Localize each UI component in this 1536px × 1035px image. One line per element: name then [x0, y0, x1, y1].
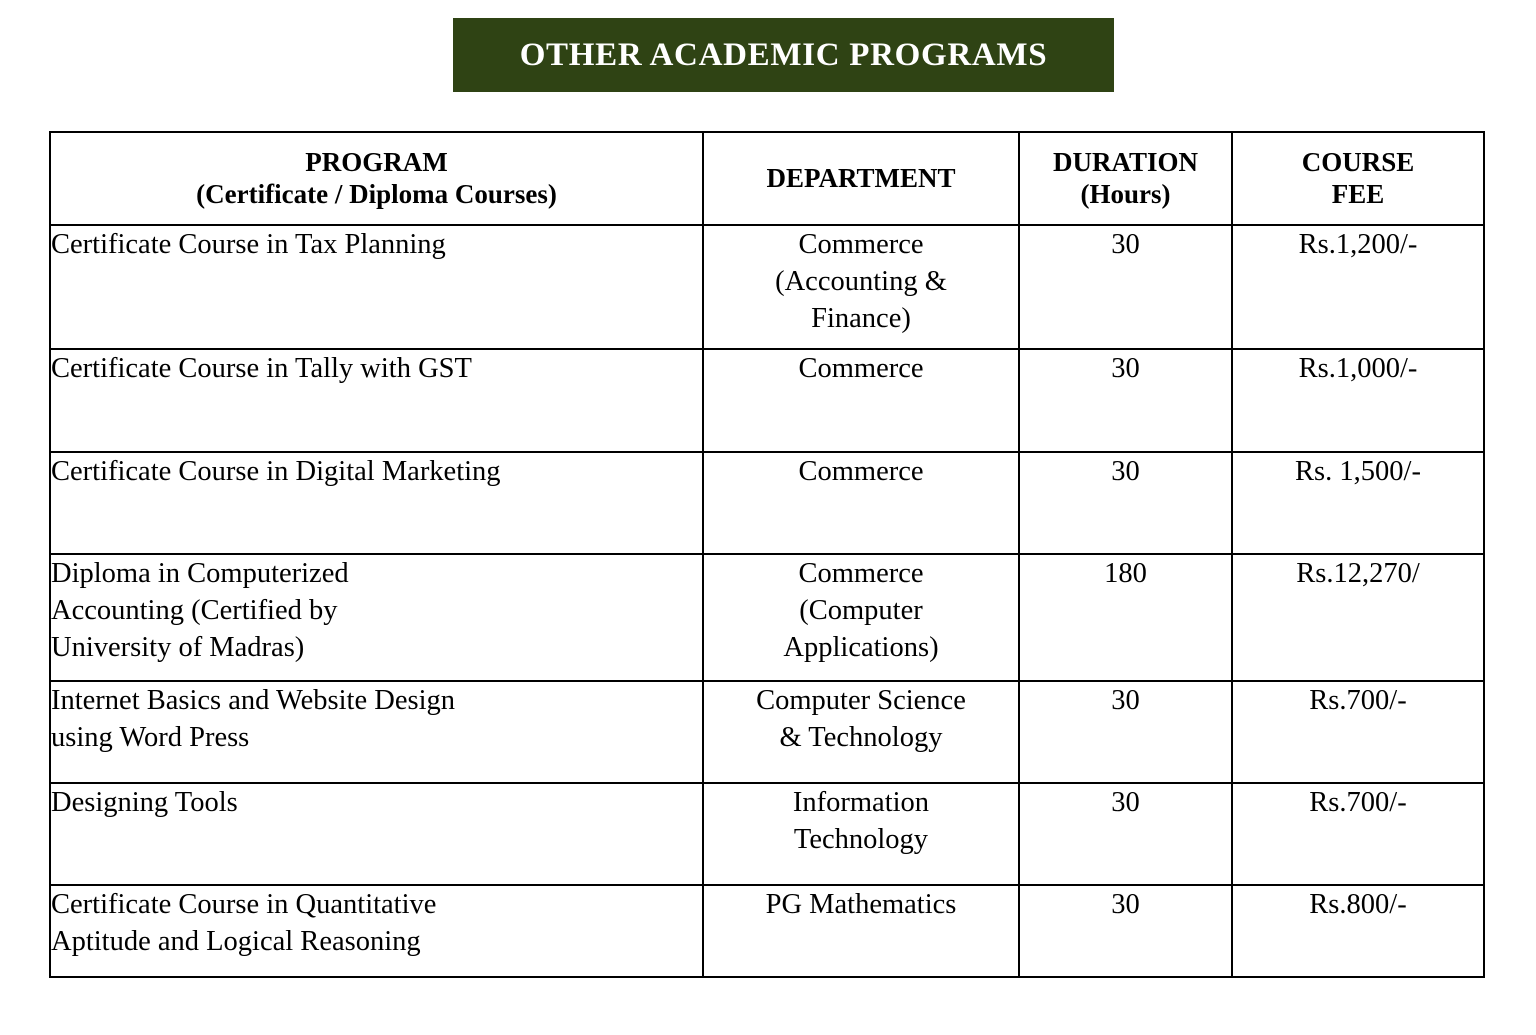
cell-course-fee: Rs.12,270/	[1232, 554, 1484, 681]
programs-table-container	[49, 131, 1483, 978]
table-row	[50, 225, 1484, 349]
column-header-duration-line2: (Hours)	[1080, 178, 1171, 209]
cell-program-line: Accounting (Certified by	[51, 595, 338, 627]
column-header-program-line2: (Certificate / Diploma Courses)	[196, 178, 557, 209]
cell-department	[703, 452, 1019, 554]
cell-department	[703, 554, 1019, 681]
cell-department	[703, 681, 1019, 783]
column-header-department-label: DEPARTMENT	[766, 162, 956, 193]
cell-program	[50, 349, 703, 452]
cell-program-line: Certificate Course in Tax Planning	[51, 229, 446, 260]
cell-department	[703, 783, 1019, 885]
cell-department-line: Applications)	[783, 632, 939, 664]
cell-department-line: Technology	[793, 824, 929, 856]
cell-course-fee: Rs.700/-	[1232, 783, 1484, 885]
cell-department-line: Computer Science	[756, 685, 966, 716]
table-row	[50, 681, 1484, 783]
table-row	[50, 349, 1484, 452]
cell-duration: 30	[1019, 349, 1232, 452]
cell-program	[50, 554, 703, 681]
cell-program	[50, 885, 703, 977]
cell-duration: 30	[1019, 452, 1232, 554]
cell-duration: 30	[1019, 225, 1232, 349]
cell-course-fee: Rs.1,000/-	[1232, 349, 1484, 452]
cell-department-line: (Computer	[799, 595, 923, 627]
cell-department-line: Finance)	[811, 303, 911, 335]
table-row	[50, 885, 1484, 977]
table-row	[50, 452, 1484, 554]
column-header-course-fee	[1232, 132, 1484, 225]
cell-program-line: Diploma in Computerized	[51, 558, 349, 589]
table-body	[50, 225, 1484, 977]
cell-program-line: Aptitude and Logical Reasoning	[51, 926, 421, 958]
cell-department-line: PG Mathematics	[765, 889, 957, 920]
column-header-duration-line1: DURATION	[1052, 146, 1198, 177]
page-title: OTHER ACADEMIC PROGRAMS	[519, 36, 1048, 73]
cell-course-fee: Rs.1,200/-	[1232, 225, 1484, 349]
cell-department	[703, 885, 1019, 977]
cell-program-line: Internet Basics and Website Design	[51, 685, 455, 716]
column-header-program-line1: PROGRAM	[305, 146, 448, 177]
cell-course-fee: Rs.800/-	[1232, 885, 1484, 977]
column-header-program	[50, 132, 703, 225]
other-academic-programs-table	[49, 131, 1485, 978]
cell-program	[50, 783, 703, 885]
table-row	[50, 554, 1484, 681]
cell-program-line: using Word Press	[51, 722, 250, 754]
cell-program-line: Certificate Course in Digital Marketing	[51, 456, 501, 487]
column-header-fee-line1: COURSE	[1301, 146, 1415, 177]
cell-duration: 30	[1019, 681, 1232, 783]
column-header-fee-line2: FEE	[1331, 178, 1385, 209]
cell-department-line: (Accounting &	[775, 266, 947, 298]
cell-program	[50, 681, 703, 783]
cell-program-line: Certificate Course in Tally with GST	[51, 353, 472, 384]
column-header-duration	[1019, 132, 1232, 225]
cell-department-line: & Technology	[779, 722, 943, 754]
cell-program	[50, 452, 703, 554]
cell-duration: 180	[1019, 554, 1232, 681]
cell-duration: 30	[1019, 783, 1232, 885]
cell-program-line: University of Madras)	[51, 632, 305, 664]
cell-course-fee: Rs. 1,500/-	[1232, 452, 1484, 554]
page-title-banner	[453, 18, 1114, 92]
cell-duration: 30	[1019, 885, 1232, 977]
cell-department	[703, 225, 1019, 349]
cell-department-line: Commerce	[798, 229, 924, 260]
cell-program-line: Designing Tools	[51, 787, 238, 818]
cell-department-line: Commerce	[798, 353, 924, 384]
table-row	[50, 783, 1484, 885]
cell-course-fee: Rs.700/-	[1232, 681, 1484, 783]
cell-department	[703, 349, 1019, 452]
column-header-department	[703, 132, 1019, 225]
table-header-row	[50, 132, 1484, 225]
cell-department-line: Commerce	[798, 456, 924, 487]
cell-department-line: Information	[792, 787, 930, 818]
cell-program-line: Certificate Course in Quantitative	[51, 889, 437, 920]
cell-department-line: Commerce	[798, 558, 924, 589]
cell-program	[50, 225, 703, 349]
